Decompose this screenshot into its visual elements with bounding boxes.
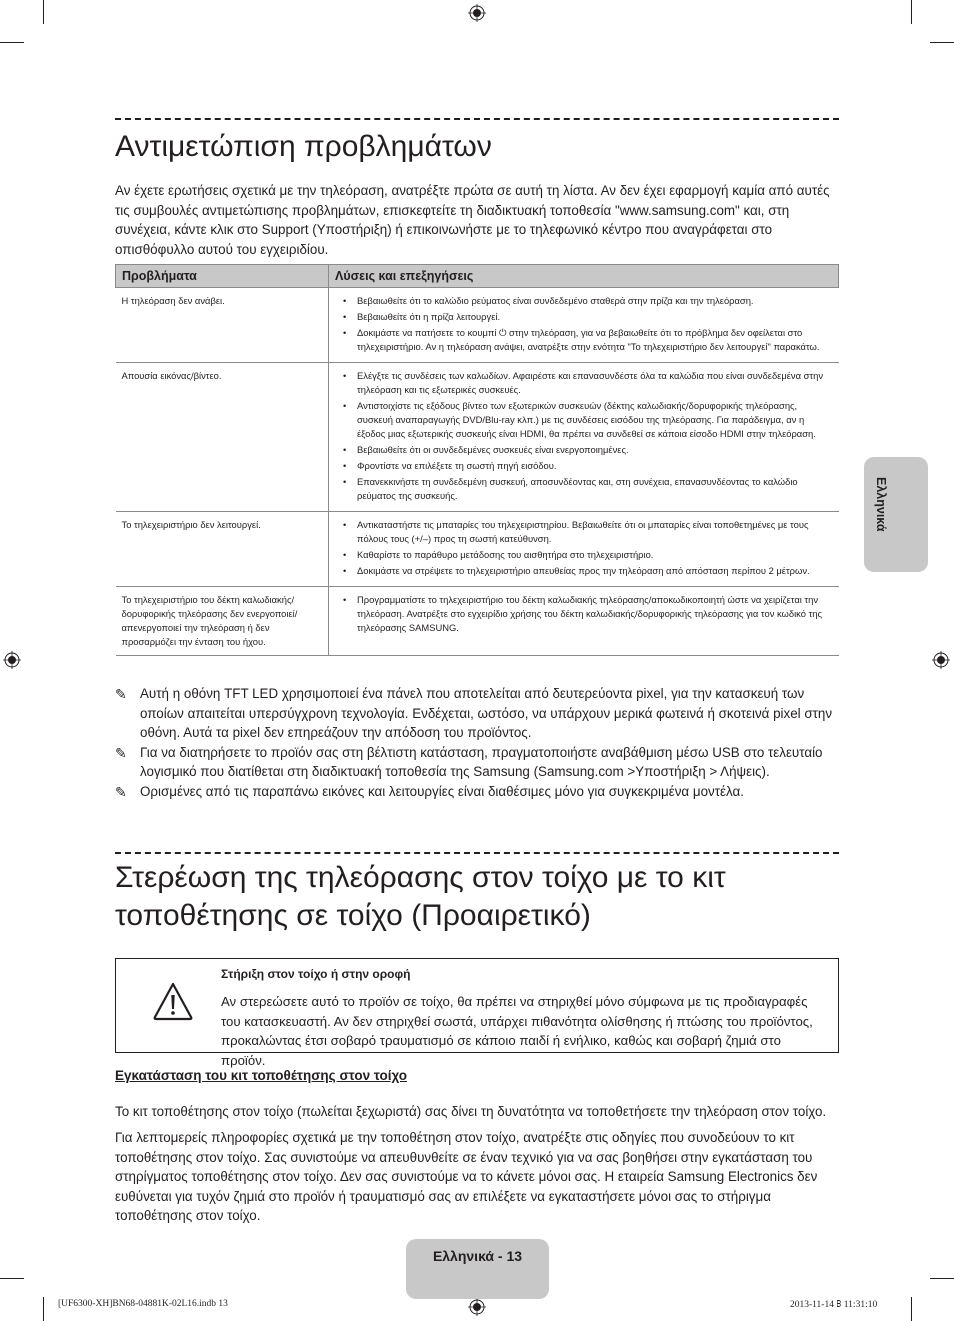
header-solutions: Λύσεις και επεξηγήσεις	[329, 265, 839, 288]
pencil-note-icon: ✎	[115, 744, 127, 761]
note-item	[115, 782, 839, 802]
problem-cell: Το τηλεχειριστήριο δεν λειτουργεί.	[116, 512, 329, 587]
crop-mark	[930, 1278, 954, 1279]
crop-mark	[0, 42, 24, 43]
table-row	[116, 363, 839, 512]
language-side-tab	[864, 457, 928, 572]
solution-item: • Αντιστοιχίστε τις εξόδους βίντεο των εξωτερικών συσκευών (δέκτης καλωδιακής/δορυφορικής τηλεόρασης, συσκευή αναπαραγωγής DVD/Blu-ray κλπ.) με τις συνδέσεις εισόδου της τηλεόρασης. Για παράδειγμα, αν η έξοδος μιας εξωτερικής συσκευής είναι HDMI, θα πρέπει να συνδεθεί σε κάποια είσοδο HDMI στην τηλεόραση.	[347, 399, 833, 441]
install-subheading: Εγκατάσταση του κιτ τοποθέτησης στον τοίχο	[115, 1068, 408, 1083]
crop-mark	[930, 42, 954, 43]
crop-mark	[43, 1297, 44, 1321]
solution-item: • Επανεκκινήστε τη συνδεδεμένη συσκευή, αποσυνδέοντας και, στη συνέχεια, επανασυνδέοντας το καλώδιο ρεύματος της συσκευής.	[347, 475, 833, 503]
registration-mark-icon	[3, 651, 21, 669]
notes-list	[115, 684, 839, 801]
solution-item: • Βεβαιωθείτε ότι η πρίζα λειτουργεί.	[347, 310, 833, 324]
language-side-tab-label: Ελληνικά	[874, 477, 888, 532]
solution-cell	[329, 363, 839, 512]
pencil-note-icon: ✎	[115, 686, 127, 702]
warning-triangle-icon	[152, 981, 194, 1021]
note-text: Αυτή η οθόνη TFT LED χρησιμοποιεί ένα πάνελ που αποτελείται από δευτερεύοντα pixel, για την κατασκευή των οποίων απαιτείται υπερσύγχρονη τεχνολογία. Ενδέχεται, ωστόσο, να υπάρχουν μερικά φωτεινά ή σκοτεινά pixel στην οθόνη. Αυτά τα pixel δεν επηρεάζουν την απόδοση του προϊόντος.	[140, 686, 833, 740]
footer-file-info: [UF6300-XH]BN68-04881K-02L16.indb 13	[58, 1299, 228, 1309]
section-title-wall-mount-line1: Στερέωση της τηλεόρασης στον τοίχο με το κιτ	[115, 861, 726, 894]
note-item	[115, 743, 839, 782]
table-row	[116, 288, 839, 363]
table-row	[116, 512, 839, 587]
page-number-tab	[406, 1239, 549, 1299]
pencil-note-icon: ✎	[115, 783, 127, 800]
caution-box	[115, 958, 839, 1068]
solution-item: • Δοκιμάστε να στρέψετε το τηλεχειριστήριο απευθείας προς την τηλεόραση από απόσταση περίπου 2 μέτρων.	[347, 564, 833, 578]
problem-cell: Απουσία εικόνας/βίντεο.	[116, 363, 329, 512]
solution-item: • Βεβαιωθείτε ότι το καλώδιο ρεύματος είναι συνδεδεμένο σταθερά στην πρίζα και την τηλεόραση.	[347, 294, 833, 308]
solution-item: • Προγραμματίστε το τηλεχειριστήριο του δέκτη καλωδιακής τηλεόρασης/αποκωδικοποιητή ώστε να χειρίζεται την τηλεόραση. Ανατρέξτε στο εγχειρίδιο χρήσης του δέκτη καλωδιακής/δορυφορικής τηλεόρασης για τον κωδικό της τηλεόρασης SAMSUNG.	[347, 593, 833, 635]
caution-body: Αν στερεώσετε αυτό το προϊόν σε τοίχο, θα πρέπει να στηριχθεί μόνο σύμφωνα με τις προδιαγραφές του κατασκευαστή. Αν δεν στηριχθεί σωστά, υπάρχει πιθανότητα ολίσθησης ή πτώσης του προϊόντος, προκαλώντας έτσι σοβαρό τραυματισμό σε κάποιο παιδί ή ενήλικο, καθώς και σοβαρή ζημιά στο προϊόν.	[221, 994, 813, 1068]
solution-item: • Βεβαιωθείτε ότι οι συνδεδεμένες συσκευές είναι ενεργοποιημένες.	[347, 443, 833, 457]
section-title-troubleshooting: Αντιμετώπιση προβλημάτων	[115, 130, 492, 163]
solution-item: • Αντικαταστήστε τις μπαταρίες του τηλεχειριστηρίου. Βεβαιωθείτε ότι οι μπαταρίες είναι τοποθετημένες με τους πόλους τους (+/–) προς τη σωστή κατεύθυνση.	[347, 518, 833, 546]
footer-timestamp: 2013-11-14 ꕗ 11:31:10	[790, 1300, 878, 1310]
solution-item: • Ελέγξτε τις συνδέσεις των καλωδίων. Αφαιρέστε και επανασυνδέστε όλα τα καλώδια που είναι συνδεδεμένα στην τηλεόραση και τις εξωτερικές συσκευές.	[347, 369, 833, 397]
registration-mark-icon	[468, 1298, 486, 1316]
page-number-label: Ελληνικά - 13	[432, 1248, 523, 1264]
solution-cell	[329, 512, 839, 587]
solution-item: • Φροντίστε να επιλέξετε τη σωστή πηγή εισόδου.	[347, 459, 833, 473]
crop-mark	[911, 1297, 912, 1321]
solution-cell	[329, 288, 839, 363]
note-text: Για να διατηρήσετε το προϊόν σας στη βέλτιστη κατάσταση, πραγματοποιήστε αναβάθμιση μέσω USB στο τελευταίο λογισμικό που διατίθεται στη διαδικτυακή τοποθεσία της Samsung (Samsung.com >Υποστήριξη > Λήψεις).	[140, 744, 823, 779]
section-divider	[115, 118, 839, 120]
caution-title: Στήριξη στον τοίχο ή στην οροφή	[221, 967, 411, 981]
table-row	[116, 587, 839, 656]
install-paragraph-1: Το κιτ τοποθέτησης στον τοίχο (πωλείται ξεχωριστά) σας δίνει τη δυνατότητα να τοποθετήσετε την τηλεόραση στον τοίχο.	[115, 1104, 827, 1119]
section-divider	[115, 852, 839, 854]
registration-mark-icon	[468, 4, 486, 22]
intro-paragraph: Αν έχετε ερωτήσεις σχετικά με την τηλεόραση, ανατρέξτε πρώτα σε αυτή τη λίστα. Αν δεν έχει εφαρμογή καμία από αυτές τις συμβουλές αντιμετώπισης προβλημάτων, επισκεφτείτε τη διαδικτυακή τοποθεσία "www.samsung.com" και, στη συνέχεια, κάντε κλικ στο Support (Υποστήριξη) ή επικοινωνήστε με το τηλεφωνικό κέντρο που αναγράφεται στο οπισθόφυλλο αυτού του εγχειριδίου.	[115, 183, 830, 257]
problem-cell: Το τηλεχειριστήριο του δέκτη καλωδιακής/δορυφορικής τηλεόρασης δεν ενεργοποιεί/απενεργοποιεί την τηλεόραση ή δεν προσαρμόζει την ένταση του ήχου.	[116, 587, 329, 656]
table-header-row	[116, 265, 839, 288]
note-text: Ορισμένες από τις παραπάνω εικόνες και λειτουργίες είναι διαθέσιμες μόνο για συγκεκριμένα μοντέλα.	[140, 783, 744, 799]
crop-mark	[911, 0, 912, 24]
section-title-wall-mount-line2: τοποθέτησης σε τοίχο (Προαιρετικό)	[115, 899, 591, 932]
install-paragraph-2: Για λεπτομερείς πληροφορίες σχετικά με την τοποθέτηση στον τοίχο, ανατρέξτε στις οδηγίες που συνοδεύουν το κιτ τοποθέτησης στον τοίχο. Σας συνιστούμε να απευθυνθείτε σε έναν τεχνικό για να σας βοηθήσει στην εγκατάσταση του στηρίγματος τοποθέτησης στον τοίχο. Δεν σας συνιστούμε να το κάνετε μόνοι σας. Η εταιρεία Samsung Electronics δεν ευθύνεται για τυχόν ζημιά στο προϊόν ή τραυματισμό σας αν επιλέξετε να εγκαταστήσετε μόνοι σας το στήριγμα τοποθέτησης στον τοίχο.	[115, 1130, 818, 1223]
solution-item: • Δοκιμάστε να πατήσετε το κουμπί ⏻ στην τηλεόραση, για να βεβαιωθείτε ότι το πρόβλημα δεν οφείλεται στο τηλεχειριστήριο. Αν η τηλεόραση ανάψει, ανατρέξτε στην ενότητα "Το τηλεχειριστήριο δεν λειτουργεί" παρακάτω.	[347, 326, 833, 354]
registration-mark-icon	[932, 651, 950, 669]
header-problems: Προβλήματα	[116, 265, 329, 288]
problem-cell: Η τηλεόραση δεν ανάβει.	[116, 288, 329, 363]
note-item	[115, 684, 839, 743]
troubleshooting-table	[115, 264, 839, 656]
solution-item: • Καθαρίστε το παράθυρο μετάδοσης του αισθητήρα στο τηλεχειριστήριο.	[347, 548, 833, 562]
crop-mark	[43, 0, 44, 24]
solution-cell	[329, 587, 839, 656]
crop-mark	[0, 1278, 24, 1279]
